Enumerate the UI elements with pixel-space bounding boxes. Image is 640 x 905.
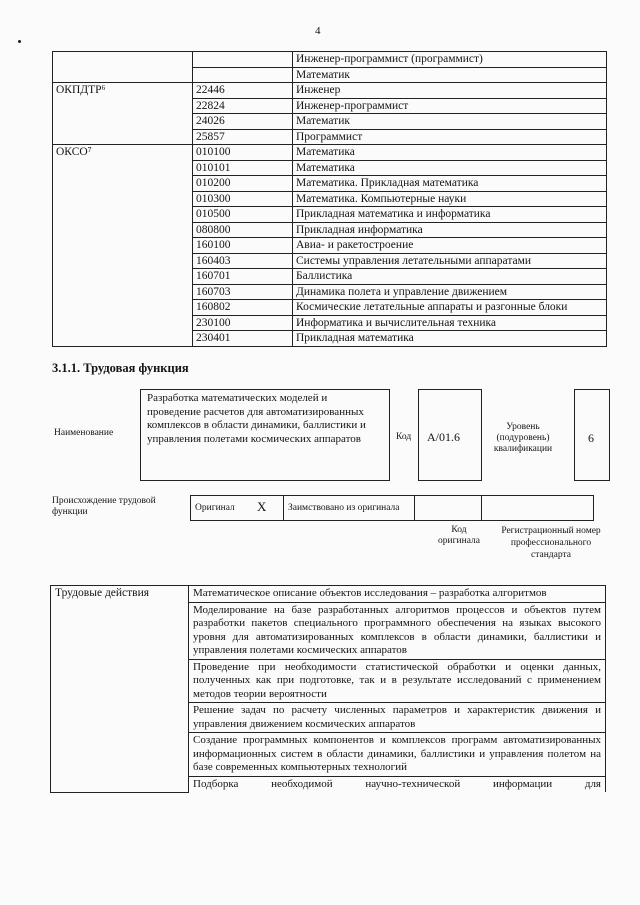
level-box bbox=[574, 389, 610, 481]
table-row bbox=[53, 129, 607, 145]
labor-action-item: Подборка необходимой научно-технической информации для bbox=[189, 776, 606, 792]
table-cell-code: 160403 bbox=[193, 253, 293, 269]
table-cell-name: Баллистика bbox=[293, 269, 607, 285]
kod-box bbox=[418, 389, 482, 481]
labor-actions-table bbox=[50, 585, 606, 793]
table-cell-code bbox=[193, 52, 293, 68]
name-label: Наименование bbox=[54, 428, 114, 438]
original-mark: X bbox=[257, 499, 267, 514]
table-cell-code: 25857 bbox=[193, 129, 293, 145]
labor-action-item: Создание программных компонентов и комплексов программ автоматизированных информационных систем в области динамики, баллистики и управления полетом на базе современных компьютерных технологий bbox=[189, 733, 606, 777]
table-cell-group bbox=[53, 222, 193, 238]
original-label: Оригинал bbox=[195, 502, 235, 513]
table-cell-name: Информатика и вычислительная техника bbox=[293, 315, 607, 331]
table-row bbox=[53, 331, 607, 347]
table-cell-code: 010101 bbox=[193, 160, 293, 176]
table-cell-name: Математика bbox=[293, 160, 607, 176]
table-row bbox=[53, 145, 607, 161]
table-row bbox=[53, 114, 607, 130]
labor-action-row bbox=[51, 586, 606, 603]
table-cell-code: 230100 bbox=[193, 315, 293, 331]
table-row bbox=[53, 67, 607, 83]
table-cell-name: Математик bbox=[293, 114, 607, 130]
kod-label: Код bbox=[396, 432, 412, 442]
table-cell-group bbox=[53, 331, 193, 347]
table-cell-code: 230401 bbox=[193, 331, 293, 347]
table-row bbox=[53, 222, 607, 238]
function-name-text: Разработка математических моделей и проведение расчетов для автоматизированных комплексов в области динамики, баллистики и управления полетами космических аппаратов bbox=[147, 392, 366, 445]
table-cell-group bbox=[53, 98, 193, 114]
table-row bbox=[53, 191, 607, 207]
table-cell-name: Математика bbox=[293, 145, 607, 161]
kod-value: А/01.6 bbox=[427, 430, 460, 444]
table-cell-code: 010300 bbox=[193, 191, 293, 207]
table-cell-code: 010100 bbox=[193, 145, 293, 161]
table-row bbox=[53, 284, 607, 300]
original-code-cell bbox=[415, 496, 482, 521]
labor-action-item: Решение задач по расчету численных параметров и характеристик движения и управления движением космических аппаратов bbox=[189, 703, 606, 733]
borrowed-label: Заимствовано из оригинала bbox=[288, 502, 400, 513]
table-cell-code bbox=[193, 67, 293, 83]
table-row bbox=[53, 160, 607, 176]
table-cell-group bbox=[53, 269, 193, 285]
section-title: 3.1.1. Трудовая функция bbox=[52, 361, 189, 375]
table-cell-code: 080800 bbox=[193, 222, 293, 238]
table-row bbox=[53, 83, 607, 99]
table-row bbox=[53, 52, 607, 68]
table-cell-code: 160703 bbox=[193, 284, 293, 300]
table-cell-group bbox=[53, 253, 193, 269]
table-cell-group: ОКПДТР⁶ bbox=[53, 83, 193, 99]
table-cell-group bbox=[53, 315, 193, 331]
registration-number-cell bbox=[482, 496, 594, 521]
table-cell-code: 010200 bbox=[193, 176, 293, 192]
table-cell-group bbox=[53, 160, 193, 176]
table-cell-group bbox=[53, 176, 193, 192]
table-cell-name: Авиа- и ракетостроение bbox=[293, 238, 607, 254]
table-cell-name: Космические летательные аппараты и разгонные блоки bbox=[293, 300, 607, 316]
table-cell-name: Прикладная математика bbox=[293, 331, 607, 347]
table-cell-group bbox=[53, 52, 193, 68]
table-cell-group bbox=[53, 67, 193, 83]
table-cell-code: 160100 bbox=[193, 238, 293, 254]
borrowed-cell bbox=[284, 496, 415, 521]
table-cell-group bbox=[53, 238, 193, 254]
origin-table bbox=[190, 495, 594, 521]
original-cell bbox=[191, 496, 284, 521]
scan-mark bbox=[18, 40, 21, 43]
table-cell-name: Программист bbox=[293, 129, 607, 145]
level-label: Уровень (подуровень) квалификации bbox=[493, 422, 553, 454]
table-cell-code: 24026 bbox=[193, 114, 293, 130]
origin-label: Происхождение трудовой функции bbox=[52, 496, 156, 517]
table-cell-code: 160701 bbox=[193, 269, 293, 285]
table-cell-name: Математика. Компьютерные науки bbox=[293, 191, 607, 207]
table-cell-name: Математик bbox=[293, 67, 607, 83]
table-cell-name: Системы управления летательными аппаратами bbox=[293, 253, 607, 269]
table-cell-code: 160802 bbox=[193, 300, 293, 316]
classifier-table bbox=[52, 51, 607, 347]
labor-action-item: Моделирование на базе разработанных алгоритмов процессов и объектов путем разработки пакетов специального программного обеспечения на языках высокого уровня для автоматизированных комплексов в области динамики, баллистики и управления полетами космических аппаратов bbox=[189, 602, 606, 659]
table-row bbox=[53, 269, 607, 285]
table-cell-group bbox=[53, 191, 193, 207]
table-row bbox=[53, 207, 607, 223]
labor-actions-label: Трудовые действия bbox=[51, 586, 189, 793]
table-cell-group bbox=[53, 114, 193, 130]
table-row bbox=[53, 98, 607, 114]
caption-registration-number: Регистрационный номер профессионального стандарта bbox=[501, 526, 601, 560]
level-value: 6 bbox=[588, 431, 594, 445]
table-row bbox=[53, 315, 607, 331]
labor-action-item: Математическое описание объектов исследования – разработка алгоритмов bbox=[189, 586, 606, 603]
table-cell-group: ОКСО⁷ bbox=[53, 145, 193, 161]
table-cell-name: Прикладная математика и информатика bbox=[293, 207, 607, 223]
table-cell-code: 010500 bbox=[193, 207, 293, 223]
table-row bbox=[53, 238, 607, 254]
table-row bbox=[53, 176, 607, 192]
function-name-box bbox=[140, 389, 390, 481]
page-number: 4 bbox=[315, 25, 321, 37]
labor-action-item: Проведение при необходимости статистической обработки и оценки данных, полученных как при подготовке, так и в результате исследований с применением методов теории вероятности bbox=[189, 659, 606, 703]
table-cell-group bbox=[53, 300, 193, 316]
table-cell-name: Инженер bbox=[293, 83, 607, 99]
table-cell-group bbox=[53, 207, 193, 223]
table-cell-name: Прикладная информатика bbox=[293, 222, 607, 238]
table-cell-name: Математика. Прикладная математика bbox=[293, 176, 607, 192]
table-cell-name: Инженер-программист (программист) bbox=[293, 52, 607, 68]
table-cell-code: 22446 bbox=[193, 83, 293, 99]
table-cell-name: Динамика полета и управление движением bbox=[293, 284, 607, 300]
table-cell-code: 22824 bbox=[193, 98, 293, 114]
table-row bbox=[53, 253, 607, 269]
table-cell-group bbox=[53, 129, 193, 145]
table-row bbox=[53, 300, 607, 316]
table-cell-group bbox=[53, 284, 193, 300]
table-cell-name: Инженер-программист bbox=[293, 98, 607, 114]
caption-original-code: Код оригинала bbox=[438, 525, 480, 546]
